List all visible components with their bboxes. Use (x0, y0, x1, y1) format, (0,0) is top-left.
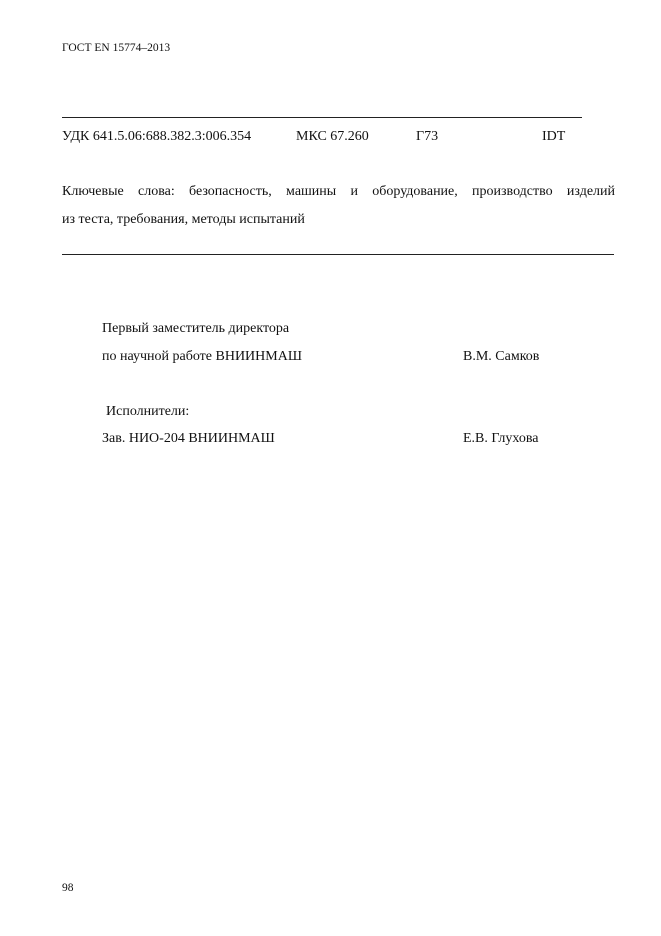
performer-title: Зав. НИО-204 ВНИИНМАШ (102, 431, 275, 446)
deputy-name: В.М. Самков (463, 349, 540, 364)
performer-name: Е.В. Глухова (463, 431, 539, 446)
deputy-title-line-1: Первый заместитель директора (102, 321, 290, 336)
udk-code: УДК 641.5.06:688.382.3:006.354 (62, 129, 252, 144)
page-number: 98 (62, 882, 74, 894)
bottom-divider (62, 254, 614, 255)
mks-code: МКС 67.260 (296, 129, 369, 144)
standard-code: ГОСТ EN 15774–2013 (62, 42, 171, 54)
top-divider (62, 117, 582, 118)
performers-label: Исполнители: (106, 404, 190, 419)
keywords-line-1: Ключевые слова: безопасность, машины и оборудование, производство изделий (62, 184, 615, 199)
deputy-title-line-2: по научной работе ВНИИНМАШ (102, 349, 302, 364)
group-code: Г73 (416, 129, 439, 144)
degree-code: IDT (542, 129, 566, 144)
keywords-line-2: из теста, требования, методы испытаний (62, 212, 305, 227)
